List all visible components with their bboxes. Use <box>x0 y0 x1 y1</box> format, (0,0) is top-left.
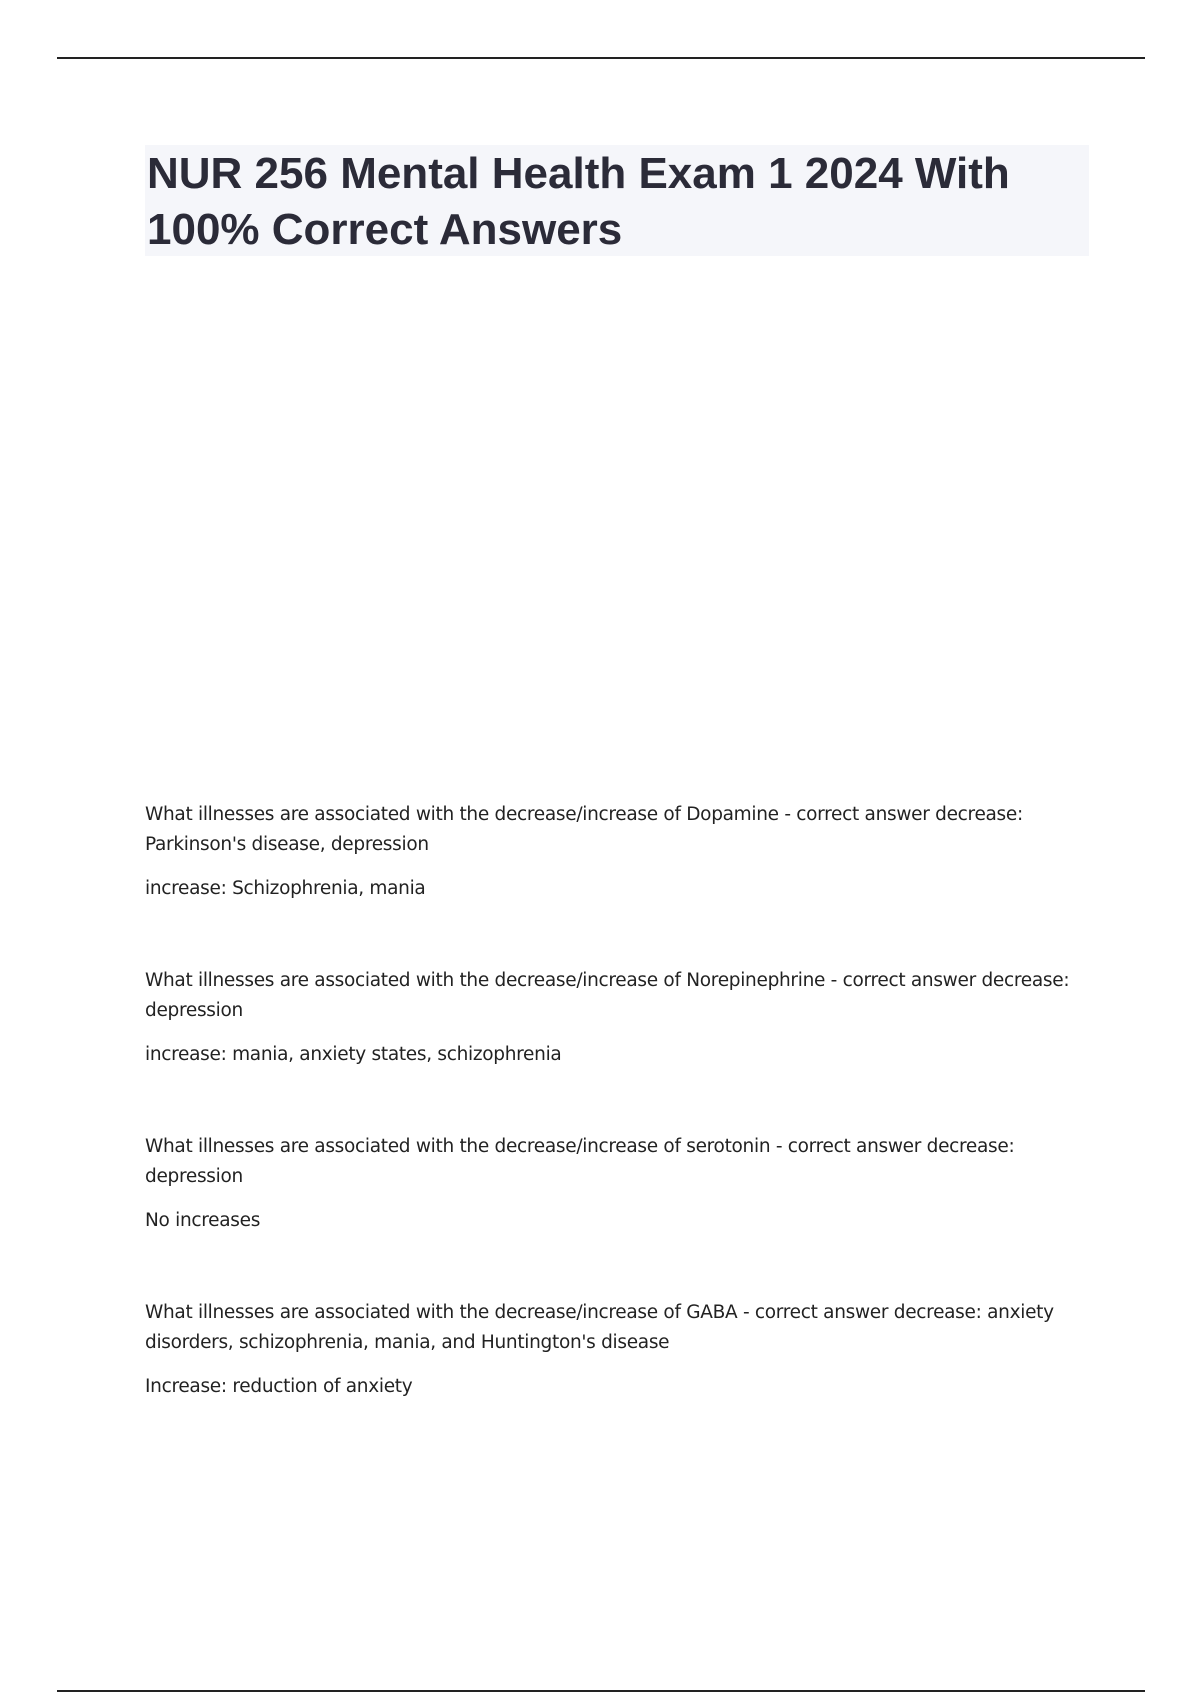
qa-question: What illnesses are associated with the decrease/increase of Norepinephrine - correct answer decrease: depression <box>145 970 1070 1021</box>
document-title: NUR 256 Mental Health Exam 1 2024 With 100% Correct Answers <box>147 149 1010 254</box>
bottom-rule <box>57 1690 1145 1692</box>
qa-item <box>145 800 1085 966</box>
qa-question: What illnesses are associated with the decrease/increase of GABA - correct answer decrease: anxiety disorders, schizophrenia, mania, and Huntington's disease <box>145 1302 1054 1353</box>
qa-answer-extra: Increase: reduction of anxiety <box>145 1376 413 1397</box>
qa-answer-extra: No increases <box>145 1210 261 1231</box>
qa-question: What illnesses are associated with the decrease/increase of serotonin - correct answer decrease: depression <box>145 1136 1015 1187</box>
qa-item <box>145 1132 1085 1298</box>
title-block <box>145 145 1089 256</box>
qa-question: What illnesses are associated with the decrease/increase of Dopamine - correct answer decrease: Parkinson's disease, depression <box>145 804 1023 855</box>
qa-answer-extra: increase: mania, anxiety states, schizophrenia <box>145 1044 562 1065</box>
qa-item <box>145 966 1085 1132</box>
qa-item <box>145 1298 1085 1464</box>
top-rule <box>57 57 1145 59</box>
qa-list <box>145 800 1085 1464</box>
qa-answer-extra: increase: Schizophrenia, mania <box>145 878 426 899</box>
